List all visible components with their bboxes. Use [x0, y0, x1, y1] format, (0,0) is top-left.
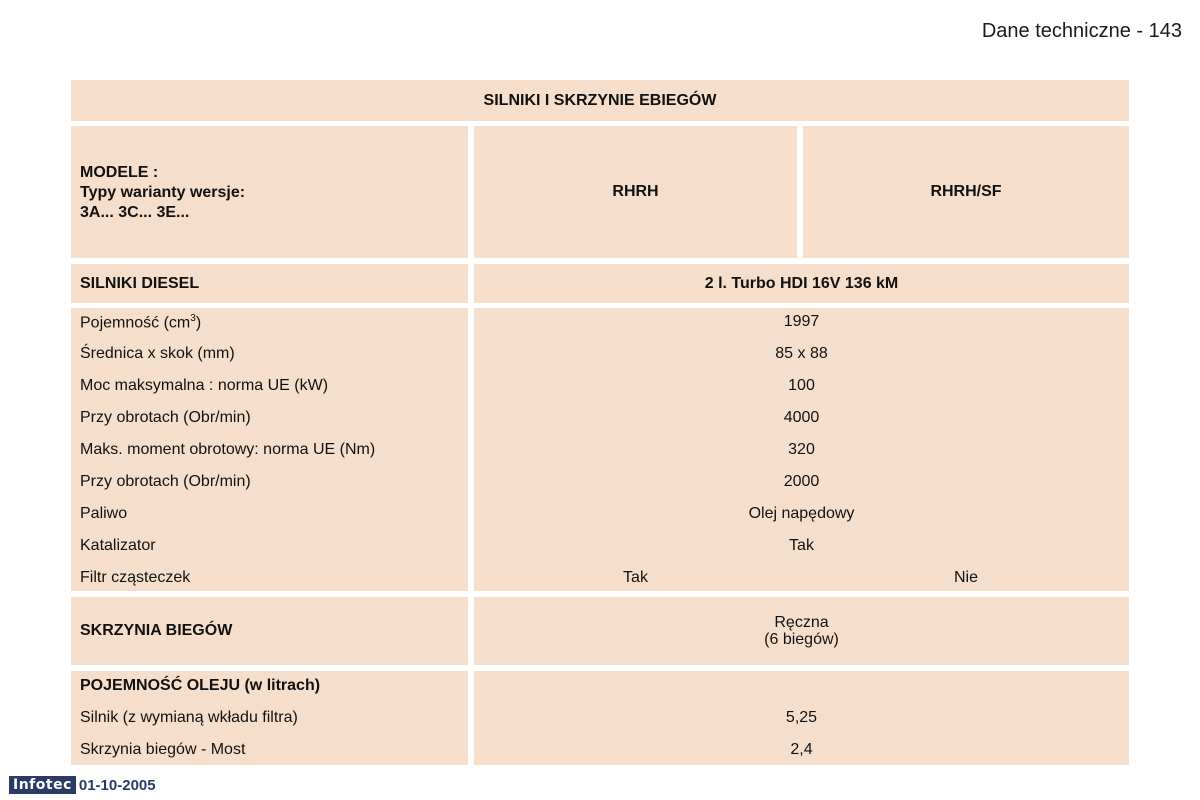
filter-value-2: Nie [953, 569, 978, 586]
oil-gearbox-label: Skrzynia biegów - Most [80, 741, 246, 758]
model-1-cell [474, 126, 797, 258]
oil-gearbox-value: 2,4 [790, 741, 813, 758]
oil-engine-value: 5,25 [785, 709, 818, 726]
spec-label: Przy obrotach (Obr/min) [80, 473, 251, 490]
spec-label: Katalizator [80, 537, 156, 554]
table-title-text: SILNIKI I SKRZYNIE EBIEGÓW [483, 91, 717, 109]
oil-label: POJEMNOŚĆ OLEJU (w litrach) [80, 677, 321, 694]
gearbox-label-cell [71, 597, 468, 665]
page-header: Dane techniczne - 143 [981, 20, 1182, 42]
diesel-label-cell [71, 264, 468, 303]
model-2-cell [803, 126, 1129, 258]
footer-date: 01-10-2005 [78, 776, 156, 794]
gearbox-value-line2: (6 biegów) [764, 631, 839, 648]
spec-value: 85 x 88 [775, 345, 828, 362]
filter-value-1: Tak [623, 569, 648, 586]
models-label-line2: Typy warianty wersje: [80, 184, 246, 201]
infotec-logo: Infotec [9, 776, 76, 794]
engine-name: 2 l. Turbo HDI 16V 136 kM [704, 274, 899, 292]
capacity-value: 1997 [783, 313, 820, 330]
capacity-label: Pojemność $(cm^3)$ [80, 313, 202, 332]
spec-value: 320 [788, 441, 815, 458]
spec-value: Olej napędowy [748, 505, 855, 522]
gearbox-value-line1: Ręczna [774, 614, 829, 631]
table-title [71, 80, 1129, 121]
gearbox-value-cell [474, 597, 1129, 665]
spec-value: 100 [788, 377, 815, 394]
spec-label: Maks. moment obrotowy: norma UE (Nm) [80, 441, 376, 458]
gearbox-label: SKRZYNIA BIEGÓW [80, 622, 233, 639]
diesel-label: SILNIKI DIESEL [80, 274, 200, 292]
spec-label: Przy obrotach (Obr/min) [80, 409, 251, 426]
model-1-text: RHRH [612, 183, 659, 200]
model-2-text: RHRH/SF [930, 183, 1002, 200]
footer [9, 775, 156, 795]
oil-engine-label: Silnik (z wymianą wkładu filtra) [80, 709, 298, 726]
spec-label: Moc maksymalna : norma UE (kW) [80, 377, 329, 394]
spec-label: Średnica x skok (mm) [80, 345, 235, 362]
models-label-line3: 3A... 3C... 3E... [80, 204, 190, 221]
spec-value: 2000 [783, 473, 820, 490]
engine-name-cell [474, 264, 1129, 303]
spec-value: 4000 [783, 409, 820, 426]
models-label-cell [71, 126, 468, 258]
filter-label: Filtr cząsteczek [80, 569, 191, 586]
spec-label: Paliwo [80, 505, 128, 522]
models-label-line1: MODELE : [80, 164, 159, 181]
spec-value: Tak [789, 537, 814, 554]
